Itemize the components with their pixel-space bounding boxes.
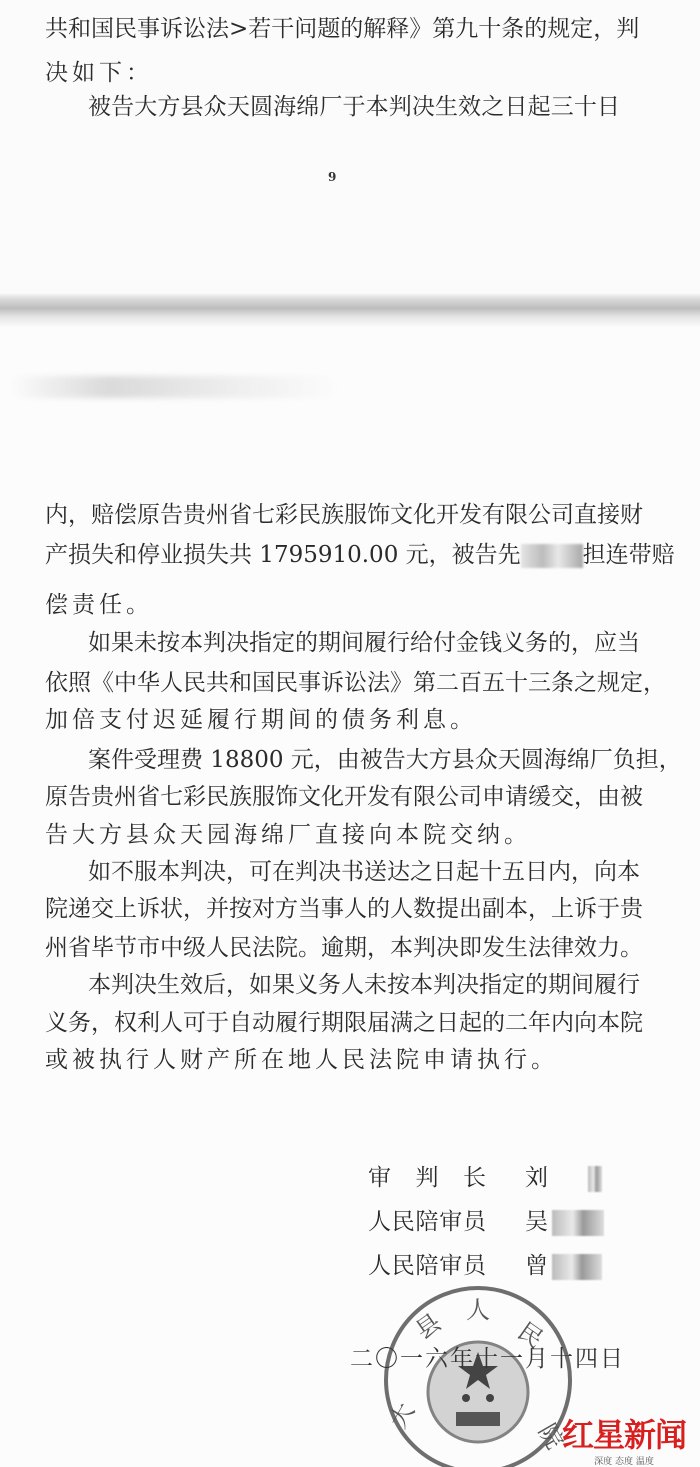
text-line: 内，赔偿原告贵州省七彩民族服饰文化开发有限公司直接财 bbox=[45, 502, 643, 528]
text-line: 院递交上诉状，并按对方当事人的人数提出副本，上诉于贵 bbox=[45, 896, 643, 922]
text-line: 原告贵州省七彩民族服饰文化开发有限公司申请缓交，由被 bbox=[45, 784, 643, 810]
signature-name: 吴 bbox=[525, 1209, 548, 1235]
text-line: 或被执行人财产所在地人民法院申请执行。 bbox=[45, 1047, 558, 1073]
watermark-logo bbox=[562, 1410, 686, 1467]
signature-name: 刘 bbox=[525, 1165, 548, 1191]
page-separator bbox=[0, 292, 700, 328]
text-line: 本判决生效后，如果义务人未按本判决指定的期间履行 bbox=[88, 972, 640, 998]
text-segment: 担连带赔 bbox=[582, 542, 675, 568]
page-number: 9 bbox=[328, 170, 337, 184]
blurred-header-strip bbox=[10, 376, 340, 398]
watermark-brand: 红星新闻 bbox=[562, 1416, 687, 1454]
text-line: 依照《中华人民共和国民事诉讼法》第二百五十三条之规定， bbox=[45, 670, 666, 696]
signature-row bbox=[368, 1251, 548, 1281]
text-line: 告大方县众天园海绵厂直接向本院交纳。 bbox=[45, 822, 531, 848]
text-line: 如不服本判决，可在判决书送达之日起十五日内，向本 bbox=[88, 859, 640, 885]
redacted-name bbox=[552, 1254, 602, 1280]
signature-role: 人民陪审员 bbox=[368, 1209, 486, 1235]
text-line-with-redaction bbox=[45, 540, 675, 570]
svg-text:人: 人 bbox=[466, 1296, 490, 1324]
court-seal-icon bbox=[378, 1280, 578, 1467]
text-line: 偿责任。 bbox=[45, 592, 153, 618]
signature-name: 曾 bbox=[525, 1253, 548, 1279]
svg-text:院: 院 bbox=[532, 1419, 570, 1454]
svg-text:民: 民 bbox=[512, 1316, 549, 1354]
svg-text:大: 大 bbox=[383, 1398, 421, 1433]
text-line: 义务，权利人可于自动履行期限届满之日起的二年内向本院 bbox=[45, 1010, 643, 1036]
text-line: 被告大方县众天圆海绵厂于本判决生效之日起三十日 bbox=[88, 94, 620, 120]
text-line: 决如下： bbox=[45, 60, 153, 86]
text-line: 加倍支付迟延履行期间的债务利息。 bbox=[45, 707, 477, 733]
signature-role: 审判长 bbox=[368, 1165, 486, 1191]
signature-row bbox=[368, 1207, 548, 1237]
signature-role: 人民陪审员 bbox=[368, 1253, 486, 1279]
text-line: 共和国民事诉讼法>若干问题的解释》第九十条的规定，判 bbox=[45, 16, 640, 42]
text-line: 案件受理费 18800 元，由被告大方县众天圆海绵厂负担， bbox=[88, 747, 682, 773]
judgment-date: 二〇一六年十一月十四日 bbox=[350, 1346, 625, 1372]
svg-text:县: 县 bbox=[410, 1308, 447, 1345]
redacted-name bbox=[521, 544, 583, 568]
redacted-name bbox=[552, 1210, 604, 1236]
watermark-tagline: 深度 态度 温度 bbox=[594, 1457, 654, 1467]
text-line: 州省毕节市中级人民法院。逾期，本判决即发生法律效力。 bbox=[45, 935, 643, 961]
redacted-name bbox=[588, 1166, 602, 1192]
signature-row bbox=[368, 1163, 548, 1193]
text-line: 如果未按本判决指定的期间履行给付金钱义务的，应当 bbox=[88, 630, 640, 656]
text-segment: 产损失和停业损失共 1795910.00 元，被告先 bbox=[45, 542, 521, 568]
